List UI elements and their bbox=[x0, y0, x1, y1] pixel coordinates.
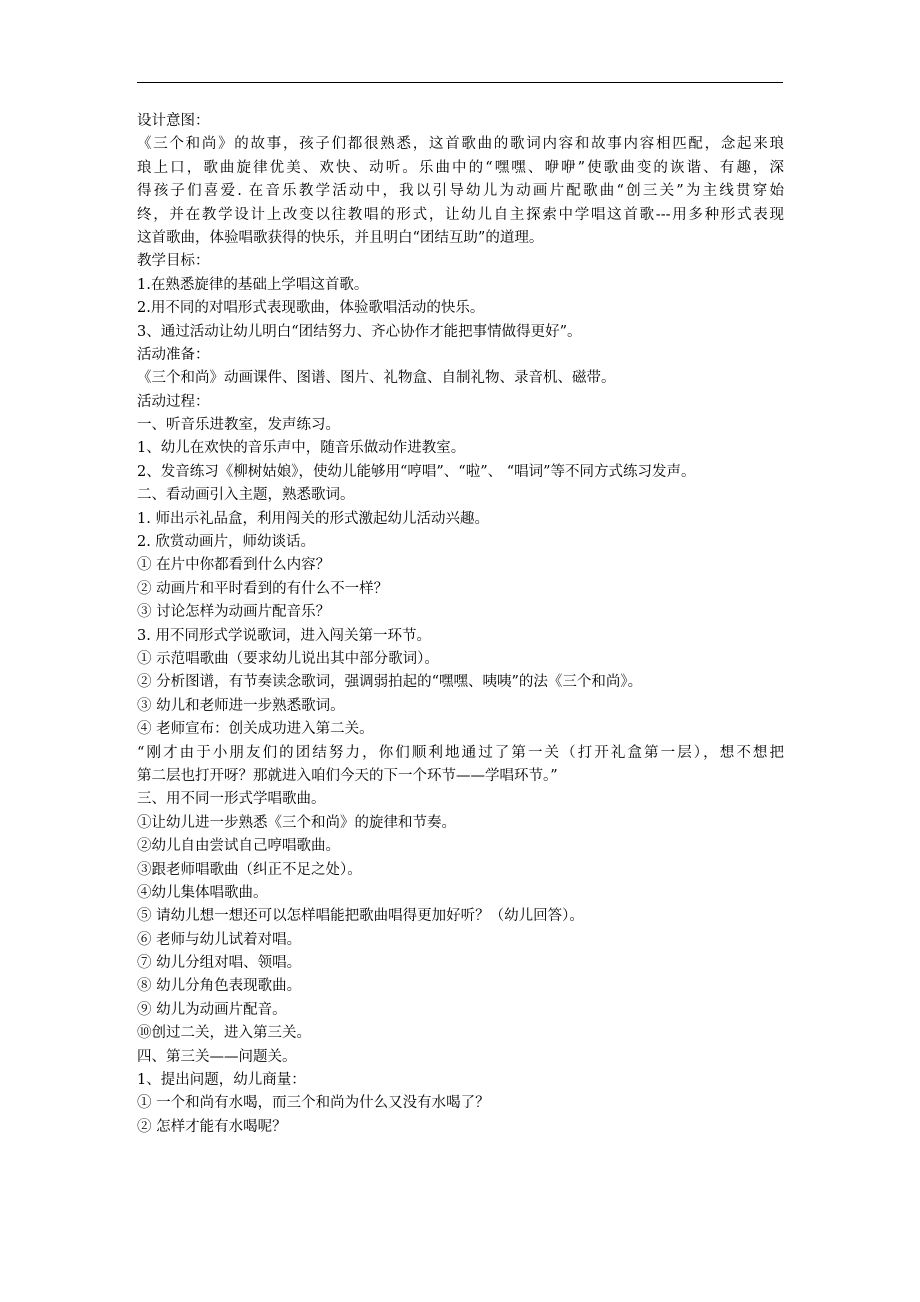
text-line: 2. 欣赏动画片，师幼谈话。 bbox=[137, 534, 315, 551]
text-line: 3. 用不同形式学说歌词，进入闯关第一环节。 bbox=[137, 627, 431, 644]
text-line: 这首歌曲，体验唱歌获得的快乐，并且明白“团结互助”的道理。 bbox=[137, 229, 544, 246]
text-line: ④幼儿集体唱歌曲。 bbox=[137, 884, 268, 901]
text-line: 《三个和尚》动画课件、图谱、图片、礼物盒、自制礼物、录音机、磁带。 bbox=[137, 370, 616, 387]
text-line: ⑩创过二关，进入第三关。 bbox=[137, 1025, 311, 1042]
text-line: ②幼儿自由尝试自己哼唱歌曲。 bbox=[137, 838, 340, 855]
text-line: “刚才由于小朋友们的团结努力，你们顺利地通过了第一关（打开礼盒第一层），想不想把 bbox=[137, 744, 784, 761]
text-line: 第二层也打开呀？那就进入咱们今天的下一个环节——学唱环节。” bbox=[137, 767, 558, 784]
text-line: 三、用不同一形式学唱歌曲。 bbox=[137, 791, 326, 808]
text-line: 活动准备： bbox=[137, 346, 210, 363]
text-line: 四、第三关——问题关。 bbox=[137, 1048, 297, 1065]
text-line: ⑧ 幼儿分角色表现歌曲。 bbox=[137, 978, 302, 995]
text-line: 教学目标： bbox=[137, 253, 210, 270]
text-line: ①让幼儿进一步熟悉《三个和尚》的旋律和节奏。 bbox=[137, 814, 456, 831]
text-line: 1、幼儿在欢快的音乐声中，随音乐做动作进教室。 bbox=[137, 440, 466, 457]
text-line: 二、看动画引入主题，熟悉歌词。 bbox=[137, 487, 355, 504]
text-line: 1、提出问题，幼儿商量： bbox=[137, 1072, 306, 1089]
text-line: 2.用不同的对唱形式表现歌曲，体验歌唱活动的快乐。 bbox=[137, 300, 485, 317]
text-line: 1. 师出示礼品盒，利用闯关的形式激起幼儿活动兴趣。 bbox=[137, 510, 489, 527]
text-line: ① 在片中你都看到什么内容？ bbox=[137, 557, 331, 574]
text-line: 1.在熟悉旋律的基础上学唱这首歌。 bbox=[137, 276, 369, 293]
text-line: 一、听音乐进教室，发声练习。 bbox=[137, 417, 340, 434]
text-line: 《三个和尚》的故事，孩子们都很熟悉，这首歌曲的歌词内容和故事内容相匹配，念起来琅 bbox=[137, 136, 784, 153]
text-line: ③ 讨论怎样为动画片配音乐？ bbox=[137, 604, 331, 621]
text-line: ② 怎样才能有水喝呢？ bbox=[137, 1118, 287, 1135]
text-line: ③ 幼儿和老师进一步熟悉歌词。 bbox=[137, 697, 345, 714]
text-line: 终，并在教学设计上改变以往教唱的形式，让幼儿自主探索中学唱这首歌---用多种形式表现 bbox=[137, 206, 784, 223]
text-line: 琅上口，歌曲旋律优美、欢快、动听。乐曲中的“嘿嘿、咿咿”使歌曲变的诙谐、有趣，深 bbox=[137, 159, 784, 176]
text-line: ② 分析图谱，有节奏读念歌词，强调弱拍起的“嘿嘿、咦咦”的法《三个和尚》。 bbox=[137, 674, 643, 691]
text-line: 设计意图： bbox=[137, 113, 210, 129]
text-line: ④ 老师宣布：创关成功进入第二关。 bbox=[137, 721, 374, 738]
text-line: ② 动画片和平时看到的有什么不一样？ bbox=[137, 580, 389, 597]
text-line: ⑦ 幼儿分组对唱、领唱。 bbox=[137, 955, 302, 972]
text-line: 活动过程： bbox=[137, 393, 210, 410]
text-line: 2、发音练习《柳树姑娘》，使幼儿能够用“哼唱”、“啦”、 “唱词”等不同方式练习发声。 bbox=[137, 463, 696, 480]
text-line: ⑨ 幼儿为动画片配音。 bbox=[137, 1001, 287, 1018]
text-line: 3、通过活动让幼儿明白“团结努力、齐心协作才能把事情做得更好”。 bbox=[137, 323, 582, 340]
text-line: ⑤ 请幼儿想一想还可以怎样唱能把歌曲唱得更加好听？（幼儿回答）。 bbox=[137, 908, 584, 925]
text-line: ③跟老师唱歌曲（纠正不足之处）。 bbox=[137, 861, 362, 878]
document-body bbox=[137, 110, 787, 1139]
text-line: ⑥ 老师与幼儿试着对唱。 bbox=[137, 931, 302, 948]
text-line: ① 示范唱歌曲（要求幼儿说出其中部分歌词）。 bbox=[137, 650, 439, 667]
text-line: 得孩子们喜爱. 在音乐教学活动中，我以引导幼儿为动画片配歌曲“创三关”为主线贯穿始 bbox=[137, 183, 784, 200]
text-line: ① 一个和尚有水喝，而三个和尚为什么又没有水喝了？ bbox=[137, 1095, 490, 1112]
header-rule bbox=[137, 82, 783, 83]
